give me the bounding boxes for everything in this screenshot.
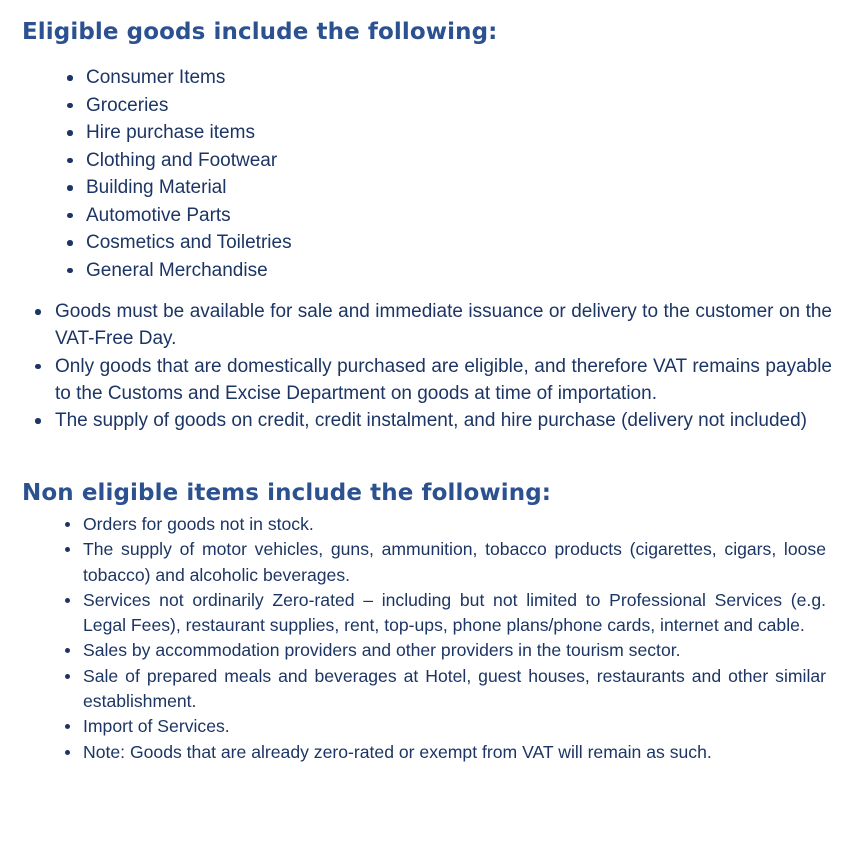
list-item: Orders for goods not in stock. [83, 512, 826, 537]
list-item: The supply of motor vehicles, guns, ammunition, tobacco products (cigarettes, cigars, loose tobacco) and alcoholic beverages. [83, 537, 826, 588]
list-item: Sales by accommodation providers and other providers in the tourism sector. [83, 638, 826, 663]
list-item: Cosmetics and Toiletries [86, 229, 486, 257]
eligibility-conditions-list [55, 298, 832, 434]
list-item: Sale of prepared meals and beverages at Hotel, guest houses, restaurants and other similar establishment. [83, 664, 826, 715]
list-item: Clothing and Footwear [86, 147, 486, 175]
list-item: Automotive Parts [86, 202, 486, 230]
list-item: Goods must be available for sale and immediate issuance or delivery to the customer on the VAT-Free Day. [55, 298, 832, 353]
list-item: Services not ordinarily Zero-rated – including but not limited to Professional Services (e.g. Legal Fees), restaurant supplies, rent, top-ups, phone plans/phone cards, internet and cable. [83, 588, 826, 639]
eligible-goods-list [86, 64, 486, 284]
list-item: Import of Services. [83, 714, 826, 739]
list-item: General Merchandise [86, 257, 486, 285]
non-eligible-items-heading: Non eligible items include the following: [22, 480, 552, 506]
non-eligible-items-list [83, 512, 826, 765]
list-item: Note: Goods that are already zero-rated or exempt from VAT will remain as such. [83, 740, 826, 765]
list-item: The supply of goods on credit, credit instalment, and hire purchase (delivery not included) [55, 407, 832, 434]
list-item: Consumer Items [86, 64, 486, 92]
list-item: Only goods that are domestically purchased are eligible, and therefore VAT remains payable to the Customs and Excise Department on goods at time of importation. [55, 353, 832, 408]
eligible-goods-heading: Eligible goods include the following: [22, 19, 498, 45]
list-item: Hire purchase items [86, 119, 486, 147]
list-item: Groceries [86, 92, 486, 120]
list-item: Building Material [86, 174, 486, 202]
